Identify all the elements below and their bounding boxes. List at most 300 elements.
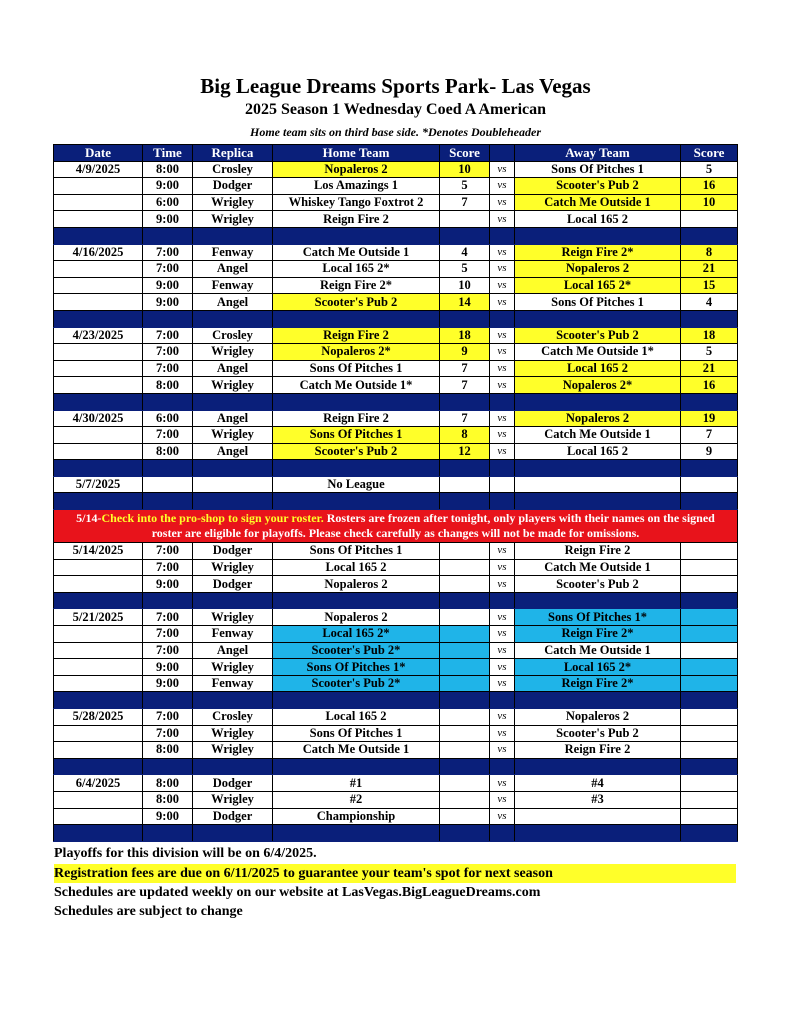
home-team-cell: Nopaleros 2: [273, 609, 440, 626]
time-cell: 8:00: [143, 377, 193, 394]
replica-cell: Wrigley: [193, 609, 273, 626]
time-cell: 9:00: [143, 659, 193, 676]
column-header-replica: Replica: [193, 145, 273, 162]
time-cell: 8:00: [143, 791, 193, 808]
away-team-cell: Nopaleros 2: [515, 709, 681, 726]
date-cell: [54, 791, 143, 808]
replica-cell: Crosley: [193, 161, 273, 178]
replica-cell: Wrigley: [193, 427, 273, 444]
home-score-cell: [440, 725, 490, 742]
away-score-cell: 4: [681, 294, 738, 311]
separator-cell: [273, 692, 440, 709]
separator-cell: [54, 692, 143, 709]
away-team-cell: Nopaleros 2: [515, 261, 681, 278]
date-cell: [54, 360, 143, 377]
game-row: [54, 244, 738, 261]
time-cell: 7:00: [143, 427, 193, 444]
week-separator-row: [54, 825, 738, 842]
schedule-body: [54, 161, 738, 841]
date-cell: [54, 742, 143, 759]
away-score-cell: 16: [681, 377, 738, 394]
replica-cell: Wrigley: [193, 194, 273, 211]
replica-cell: Fenway: [193, 244, 273, 261]
game-row: [54, 360, 738, 377]
home-team-cell: No League: [273, 476, 440, 493]
schedule-table: [53, 144, 738, 842]
separator-cell: [490, 692, 515, 709]
date-cell: 5/7/2025: [54, 476, 143, 493]
away-team-cell: Catch Me Outside 1: [515, 427, 681, 444]
home-team-cell: Scooter's Pub 2: [273, 443, 440, 460]
date-cell: 5/14/2025: [54, 543, 143, 560]
time-cell: 8:00: [143, 742, 193, 759]
vs-cell: vs: [490, 410, 515, 427]
time-cell: 6:00: [143, 194, 193, 211]
separator-cell: [143, 310, 193, 327]
date-cell: [54, 194, 143, 211]
separator-cell: [681, 825, 738, 842]
date-cell: 4/9/2025: [54, 161, 143, 178]
vs-cell: vs: [490, 294, 515, 311]
separator-cell: [54, 493, 143, 510]
column-header-home-score: Score: [440, 145, 490, 162]
away-team-cell: Scooter's Pub 2: [515, 178, 681, 195]
vs-cell: vs: [490, 194, 515, 211]
replica-cell: Angel: [193, 410, 273, 427]
registration-note: Registration fees are due on 6/11/2025 to guarantee your team's spot for next season: [54, 864, 736, 883]
week-separator-row: [54, 493, 738, 510]
replica-cell: Fenway: [193, 675, 273, 692]
away-score-cell: 21: [681, 261, 738, 278]
separator-cell: [490, 227, 515, 244]
away-team-cell: Nopaleros 2*: [515, 377, 681, 394]
date-cell: [54, 642, 143, 659]
game-row: [54, 327, 738, 344]
replica-cell: Dodger: [193, 178, 273, 195]
game-row: [54, 161, 738, 178]
separator-cell: [143, 227, 193, 244]
separator-cell: [515, 825, 681, 842]
away-score-cell: [681, 725, 738, 742]
game-row: [54, 675, 738, 692]
game-row: [54, 659, 738, 676]
disclaimer-note: Schedules are subject to change: [54, 904, 243, 919]
home-team-cell: Reign Fire 2: [273, 410, 440, 427]
away-score-cell: [681, 791, 738, 808]
away-team-cell: Reign Fire 2: [515, 742, 681, 759]
separator-cell: [515, 460, 681, 477]
home-score-cell: 5: [440, 178, 490, 195]
separator-cell: [143, 460, 193, 477]
separator-cell: [515, 692, 681, 709]
home-team-cell: Championship: [273, 808, 440, 825]
vs-cell: vs: [490, 659, 515, 676]
home-team-cell: Sons Of Pitches 1: [273, 360, 440, 377]
home-team-cell: Local 165 2*: [273, 626, 440, 643]
away-team-cell: Catch Me Outside 1: [515, 642, 681, 659]
home-team-cell: Nopaleros 2: [273, 576, 440, 593]
separator-cell: [193, 592, 273, 609]
vs-cell: vs: [490, 344, 515, 361]
away-team-cell: Reign Fire 2: [515, 543, 681, 560]
game-row: [54, 261, 738, 278]
vs-cell: vs: [490, 791, 515, 808]
home-team-cell: Scooter's Pub 2*: [273, 675, 440, 692]
vs-cell: vs: [490, 244, 515, 261]
time-cell: 9:00: [143, 178, 193, 195]
separator-cell: [681, 592, 738, 609]
column-header-away-team: Away Team: [515, 145, 681, 162]
home-score-cell: 4: [440, 244, 490, 261]
week-separator-row: [54, 227, 738, 244]
time-cell: 7:00: [143, 642, 193, 659]
vs-cell: vs: [490, 261, 515, 278]
home-team-cell: Local 165 2: [273, 559, 440, 576]
away-score-cell: [681, 742, 738, 759]
home-score-cell: 5: [440, 261, 490, 278]
game-row: [54, 377, 738, 394]
vs-cell: vs: [490, 559, 515, 576]
away-score-cell: [681, 659, 738, 676]
vs-cell: vs: [490, 277, 515, 294]
away-score-cell: 7: [681, 427, 738, 444]
vs-cell: vs: [490, 377, 515, 394]
replica-cell: Wrigley: [193, 211, 273, 228]
game-row: [54, 427, 738, 444]
time-cell: 7:00: [143, 344, 193, 361]
vs-cell: vs: [490, 576, 515, 593]
home-team-cell: Catch Me Outside 1: [273, 244, 440, 261]
away-team-cell: Local 165 2: [515, 360, 681, 377]
time-cell: 6:00: [143, 410, 193, 427]
separator-cell: [273, 310, 440, 327]
separator-cell: [193, 758, 273, 775]
replica-cell: Fenway: [193, 626, 273, 643]
home-score-cell: [440, 659, 490, 676]
home-score-cell: [440, 559, 490, 576]
separator-cell: [193, 825, 273, 842]
home-team-cell: Local 165 2*: [273, 261, 440, 278]
vs-cell: vs: [490, 642, 515, 659]
separator-cell: [681, 758, 738, 775]
date-cell: 5/28/2025: [54, 709, 143, 726]
separator-cell: [681, 393, 738, 410]
away-score-cell: [681, 559, 738, 576]
replica-cell: Crosley: [193, 327, 273, 344]
home-score-cell: [440, 476, 490, 493]
home-score-cell: [440, 211, 490, 228]
home-team-cell: Local 165 2: [273, 709, 440, 726]
playoffs-note: Playoffs for this division will be on 6/4/2025.: [54, 846, 317, 861]
separator-cell: [273, 227, 440, 244]
home-score-cell: 8: [440, 427, 490, 444]
separator-cell: [440, 592, 490, 609]
replica-cell: Wrigley: [193, 791, 273, 808]
separator-cell: [54, 310, 143, 327]
home-score-cell: [440, 808, 490, 825]
schedule-note: Home team sits on third base side. *Denotes Doubleheader: [250, 125, 541, 139]
date-cell: 4/16/2025: [54, 244, 143, 261]
game-row: [54, 443, 738, 460]
time-cell: 8:00: [143, 443, 193, 460]
away-team-cell: [515, 476, 681, 493]
vs-cell: vs: [490, 808, 515, 825]
away-score-cell: 21: [681, 360, 738, 377]
separator-cell: [273, 758, 440, 775]
time-cell: 7:00: [143, 327, 193, 344]
vs-cell: vs: [490, 609, 515, 626]
page-title: Big League Dreams Sports Park- Las Vegas: [200, 74, 591, 98]
separator-cell: [193, 310, 273, 327]
vs-cell: vs: [490, 543, 515, 560]
game-row: [54, 626, 738, 643]
game-row: [54, 543, 738, 560]
separator-cell: [54, 227, 143, 244]
home-team-cell: Scooter's Pub 2*: [273, 642, 440, 659]
game-row: [54, 775, 738, 792]
separator-cell: [143, 592, 193, 609]
away-team-cell: Reign Fire 2*: [515, 626, 681, 643]
game-row: [54, 576, 738, 593]
home-score-cell: [440, 709, 490, 726]
home-team-cell: Scooter's Pub 2: [273, 294, 440, 311]
column-header-away-score: Score: [681, 145, 738, 162]
vs-cell: vs: [490, 327, 515, 344]
home-score-cell: [440, 791, 490, 808]
game-row: [54, 808, 738, 825]
home-team-cell: Reign Fire 2: [273, 327, 440, 344]
separator-cell: [440, 393, 490, 410]
home-team-cell: Whiskey Tango Foxtrot 2: [273, 194, 440, 211]
game-row: [54, 742, 738, 759]
separator-cell: [273, 825, 440, 842]
home-score-cell: 7: [440, 410, 490, 427]
vs-cell: vs: [490, 775, 515, 792]
time-cell: 9:00: [143, 808, 193, 825]
away-team-cell: [515, 808, 681, 825]
home-score-cell: [440, 626, 490, 643]
replica-cell: Wrigley: [193, 559, 273, 576]
date-cell: [54, 277, 143, 294]
date-cell: [54, 211, 143, 228]
date-cell: 4/30/2025: [54, 410, 143, 427]
home-score-cell: 14: [440, 294, 490, 311]
away-score-cell: 15: [681, 277, 738, 294]
away-score-cell: 9: [681, 443, 738, 460]
column-header-date: Date: [54, 145, 143, 162]
time-cell: 7:00: [143, 360, 193, 377]
date-cell: [54, 659, 143, 676]
separator-cell: [490, 493, 515, 510]
home-team-cell: Sons Of Pitches 1: [273, 427, 440, 444]
replica-cell: Dodger: [193, 543, 273, 560]
home-score-cell: 12: [440, 443, 490, 460]
separator-cell: [54, 758, 143, 775]
separator-cell: [490, 310, 515, 327]
notice-date: 5/14-: [76, 510, 102, 525]
away-team-cell: Local 165 2*: [515, 659, 681, 676]
home-score-cell: [440, 675, 490, 692]
vs-cell: vs: [490, 443, 515, 460]
game-row: [54, 725, 738, 742]
home-team-cell: Reign Fire 2: [273, 211, 440, 228]
separator-cell: [681, 227, 738, 244]
vs-cell: vs: [490, 427, 515, 444]
time-cell: 7:00: [143, 725, 193, 742]
separator-cell: [143, 393, 193, 410]
game-row: [54, 709, 738, 726]
home-team-cell: Sons Of Pitches 1*: [273, 659, 440, 676]
replica-cell: Wrigley: [193, 377, 273, 394]
home-team-cell: Catch Me Outside 1*: [273, 377, 440, 394]
date-cell: [54, 344, 143, 361]
separator-cell: [515, 227, 681, 244]
separator-cell: [440, 692, 490, 709]
time-cell: 7:00: [143, 709, 193, 726]
separator-cell: [681, 692, 738, 709]
replica-cell: Wrigley: [193, 659, 273, 676]
roster-notice: [54, 510, 738, 543]
home-team-cell: Catch Me Outside 1: [273, 742, 440, 759]
away-team-cell: #4: [515, 775, 681, 792]
home-score-cell: 9: [440, 344, 490, 361]
away-team-cell: Sons Of Pitches 1*: [515, 609, 681, 626]
away-score-cell: 8: [681, 244, 738, 261]
separator-cell: [143, 692, 193, 709]
home-team-cell: Sons Of Pitches 1: [273, 725, 440, 742]
home-team-cell: Los Amazings 1: [273, 178, 440, 195]
replica-cell: Angel: [193, 443, 273, 460]
week-separator-row: [54, 310, 738, 327]
separator-cell: [193, 393, 273, 410]
home-score-cell: [440, 742, 490, 759]
notice-text: Rosters are frozen after tonight, only players with their names on the signed roster are eligible for playoffs. Please check carefully as changes will not be made for omissions.: [151, 510, 715, 541]
home-score-cell: [440, 642, 490, 659]
week-separator-row: [54, 692, 738, 709]
vs-cell: vs: [490, 178, 515, 195]
column-header-time: Time: [143, 145, 193, 162]
away-team-cell: Sons Of Pitches 1: [515, 294, 681, 311]
away-score-cell: 10: [681, 194, 738, 211]
vs-cell: vs: [490, 626, 515, 643]
vs-cell: vs: [490, 161, 515, 178]
separator-cell: [143, 758, 193, 775]
replica-cell: Angel: [193, 360, 273, 377]
away-score-cell: [681, 775, 738, 792]
date-cell: [54, 725, 143, 742]
game-row: [54, 178, 738, 195]
away-score-cell: [681, 576, 738, 593]
away-score-cell: 5: [681, 344, 738, 361]
home-team-cell: #1: [273, 775, 440, 792]
away-team-cell: Scooter's Pub 2: [515, 327, 681, 344]
away-score-cell: [681, 211, 738, 228]
separator-cell: [143, 825, 193, 842]
time-cell: [143, 476, 193, 493]
game-row: [54, 559, 738, 576]
replica-cell: Angel: [193, 261, 273, 278]
separator-cell: [54, 825, 143, 842]
date-cell: [54, 427, 143, 444]
vs-cell: vs: [490, 211, 515, 228]
home-score-cell: [440, 775, 490, 792]
home-team-cell: Reign Fire 2*: [273, 277, 440, 294]
time-cell: 9:00: [143, 576, 193, 593]
game-row: [54, 294, 738, 311]
replica-cell: Fenway: [193, 277, 273, 294]
away-team-cell: Scooter's Pub 2: [515, 725, 681, 742]
separator-cell: [273, 393, 440, 410]
home-team-cell: #2: [273, 791, 440, 808]
time-cell: 8:00: [143, 775, 193, 792]
notice-highlight: Check into the pro-shop to sign your roster.: [101, 510, 324, 525]
separator-cell: [193, 227, 273, 244]
away-score-cell: 18: [681, 327, 738, 344]
away-team-cell: Sons Of Pitches 1: [515, 161, 681, 178]
time-cell: 7:00: [143, 559, 193, 576]
away-team-cell: Local 165 2*: [515, 277, 681, 294]
separator-cell: [193, 692, 273, 709]
replica-cell: [193, 476, 273, 493]
replica-cell: Wrigley: [193, 725, 273, 742]
separator-cell: [515, 310, 681, 327]
date-cell: [54, 443, 143, 460]
away-score-cell: [681, 642, 738, 659]
separator-cell: [54, 592, 143, 609]
separator-cell: [681, 493, 738, 510]
away-score-cell: [681, 626, 738, 643]
home-team-cell: Nopaleros 2: [273, 161, 440, 178]
away-team-cell: #3: [515, 791, 681, 808]
time-cell: 7:00: [143, 543, 193, 560]
week-separator-row: [54, 592, 738, 609]
game-row: [54, 476, 738, 493]
separator-cell: [273, 460, 440, 477]
away-team-cell: Local 165 2: [515, 443, 681, 460]
separator-cell: [490, 460, 515, 477]
away-score-cell: [681, 808, 738, 825]
separator-cell: [143, 493, 193, 510]
date-cell: [54, 808, 143, 825]
home-score-cell: [440, 543, 490, 560]
time-cell: 9:00: [143, 294, 193, 311]
column-header-vs: [490, 145, 515, 162]
roster-notice-row: [54, 510, 738, 543]
separator-cell: [515, 592, 681, 609]
replica-cell: Angel: [193, 642, 273, 659]
away-team-cell: Scooter's Pub 2: [515, 576, 681, 593]
game-row: [54, 609, 738, 626]
separator-cell: [440, 310, 490, 327]
away-score-cell: 5: [681, 161, 738, 178]
page-subtitle: 2025 Season 1 Wednesday Coed A American: [244, 101, 547, 118]
home-team-cell: Sons Of Pitches 1: [273, 543, 440, 560]
separator-cell: [490, 758, 515, 775]
time-cell: 9:00: [143, 211, 193, 228]
replica-cell: Crosley: [193, 709, 273, 726]
vs-cell: vs: [490, 742, 515, 759]
time-cell: 7:00: [143, 244, 193, 261]
separator-cell: [681, 310, 738, 327]
separator-cell: [273, 592, 440, 609]
week-separator-row: [54, 393, 738, 410]
date-cell: [54, 294, 143, 311]
time-cell: 7:00: [143, 626, 193, 643]
separator-cell: [515, 493, 681, 510]
away-team-cell: Local 165 2: [515, 211, 681, 228]
replica-cell: Dodger: [193, 775, 273, 792]
home-score-cell: 10: [440, 277, 490, 294]
